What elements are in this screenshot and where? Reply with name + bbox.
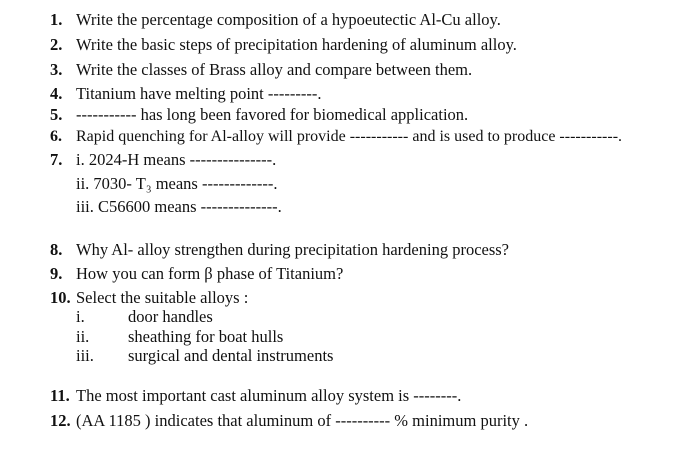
question-1: 1. Write the percentage composition of a hypoeutectic Al-Cu alloy. [50,10,501,29]
question-3: 3. Write the classes of Brass alloy and compare between them. [50,60,473,79]
q10-item-ii-numeral: ii. [76,327,90,346]
question-7-part-ii: ii. 7030- T₃ means -------------. [76,174,278,193]
question-8: 8. Why Al- alloy strengthen during precipitation hardening process? [50,240,510,259]
q10-item-i-text: door handles [128,307,213,326]
question-9: 9. How you can form β phase of Titanium? [50,264,344,283]
question-6: 6. Rapid quenching for Al-alloy will provide ----------- and is used to produce -----------. [50,128,623,145]
question-7: 7. i. 2024-H means ---------------. [50,150,277,169]
question-12: 12. (AA 1185 ) indicates that aluminum of ---------- % minimum purity . [50,411,529,430]
question-10: 10. Select the suitable alloys : [50,288,249,307]
question-2: 2. Write the basic steps of precipitation hardening of aluminum alloy. [50,35,517,54]
question-5: 5. ----------- has long been favored for biomedical application. [50,105,469,124]
q10-item-iii-numeral: iii. [76,346,94,365]
question-7-part-iii: iii. C56600 means --------------. [76,197,282,216]
q10-item-i-numeral: i. [76,307,85,326]
q10-item-iii-text: surgical and dental instruments [128,346,334,365]
question-11: 11. The most important cast aluminum alloy system is --------. [50,386,462,405]
question-4: 4. Titanium have melting point ---------. [50,84,322,103]
q10-item-ii-text: sheathing for boat hulls [128,327,284,346]
